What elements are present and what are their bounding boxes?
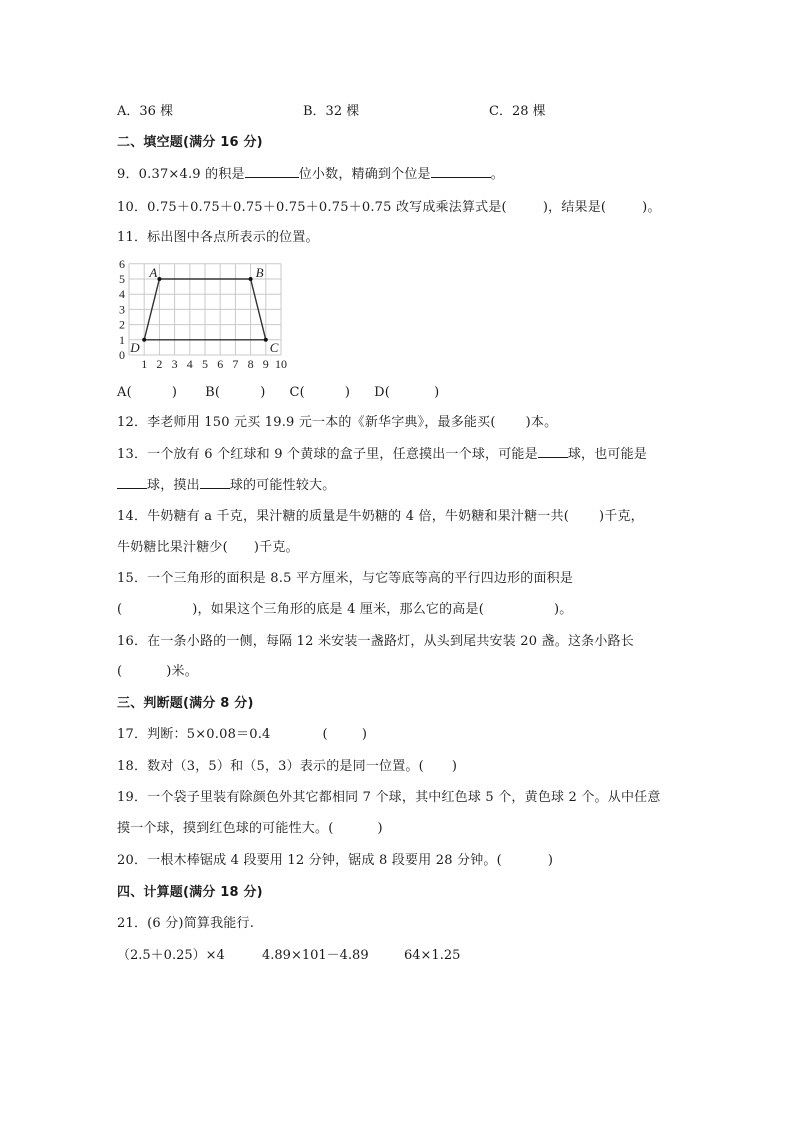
y-tick-label: 0 <box>119 348 125 362</box>
question-21: 21．(6 分)简算我能行. <box>117 916 255 931</box>
x-tick-label: 1 <box>141 357 148 371</box>
q15-text-3: )，如果这个三角形的底是 4 厘米，那么它的高是( <box>192 602 484 617</box>
q14-text-1: 14．牛奶糖有 a 千克，果汁糖的质量是牛奶糖的 4 倍，牛奶糖和果汁糖一共( <box>117 509 569 524</box>
q9-blank-2[interactable] <box>431 165 491 178</box>
q14-text-2: )千克， <box>598 509 644 524</box>
q10-text-2: )，结果是( <box>542 200 607 215</box>
question-15-cont <box>117 601 572 619</box>
y-tick-label: 3 <box>119 302 125 317</box>
question-15: 15．一个三角形的面积是 8.5 平方厘米，与它等底等高的平行四边形的面积是 <box>117 571 574 586</box>
q15-text-2: ( <box>117 602 123 617</box>
question-16-cont <box>117 663 198 681</box>
y-tick-label: 5 <box>119 272 125 286</box>
q12-text-2: )本。 <box>525 415 558 430</box>
q13-blank-1[interactable] <box>538 445 568 458</box>
q10-text-1: 10．0.75＋0.75＋0.75＋0.75＋0.75＋0.75 改写成乘法算式是( <box>117 200 507 215</box>
x-tick-label: 7 <box>232 357 239 371</box>
q9-text-3: 。 <box>490 167 504 182</box>
q14-text-4: )千克。 <box>253 540 299 555</box>
question-19-cont <box>117 820 383 838</box>
question-11: 11．标出图中各点所表示的位置。 <box>117 230 319 245</box>
option-b: B．32 棵 <box>303 104 360 119</box>
answer-c-close: ) <box>344 385 351 400</box>
q13-text-2: 球，也可能是 <box>567 447 648 462</box>
q17-open: ( <box>322 727 328 742</box>
q18-text: 18．数对（3，5）和（5，3）表示的是同一位置。( <box>117 759 424 774</box>
q20-close: ) <box>547 853 554 868</box>
q9-text-1: 9．0.37×4.9 的积是 <box>117 167 245 182</box>
q19-close: ) <box>377 821 383 836</box>
q9-blank-1[interactable] <box>245 165 299 178</box>
point-a <box>157 277 161 281</box>
y-tick-label: 6 <box>119 258 125 271</box>
x-tick-label: 10 <box>275 357 287 371</box>
q9-text-2: 位小数，精确到个位是 <box>298 167 431 182</box>
y-tick-label: 1 <box>119 332 125 347</box>
question-17 <box>117 726 367 744</box>
q13-text-1: 13．一个放有 6 个红球和 9 个黄球的盒子里，任意摸出一个球，可能是 <box>117 447 538 462</box>
question-16: 16．在一条小路的一侧，每隔 12 米安装一盏路灯，从头到尾共安装 20 盏。这条小路长 <box>117 634 634 649</box>
question-20 <box>117 852 553 870</box>
x-tick-label: 8 <box>247 357 254 371</box>
point-label-d: D <box>130 339 140 355</box>
q19-text-2: 摸一个球，摸到红色球的可能性大。( <box>117 821 334 836</box>
q17-text: 17．判断：5×0.08＝0.4 <box>117 727 271 742</box>
calc-expression-3: 64×1.25 <box>404 948 461 963</box>
point-label-b: B <box>255 265 264 280</box>
answer-d-close: ) <box>434 385 440 400</box>
answer-c-open: C( <box>289 385 305 400</box>
answer-b-open: B( <box>205 385 221 400</box>
point-d <box>142 338 146 342</box>
q16-text-2: ( <box>117 664 123 679</box>
point-c <box>264 338 268 342</box>
q11-answers <box>117 384 439 402</box>
x-tick-label: 9 <box>262 357 269 371</box>
question-18 <box>117 758 457 776</box>
x-tick-label: 3 <box>171 357 178 371</box>
x-tick-label: 5 <box>202 357 208 371</box>
q17-close: ) <box>361 727 368 742</box>
question-19: 19．一个袋子里装有除颜色外其它都相同 7 个球，其中红色球 5 个，黄色球 2 个。从中任意 <box>117 790 661 805</box>
section-heading-calculation: 四、计算题(满分 18 分) <box>117 885 263 900</box>
section-heading-true-false: 三、判断题(满分 8 分) <box>117 696 254 711</box>
q18-close: ) <box>451 759 458 774</box>
option-a: A．36 棵 <box>117 104 174 119</box>
option-c: C．28 棵 <box>489 104 546 119</box>
coordinate-grid-figure <box>112 258 297 373</box>
q10-text-3: )。 <box>642 200 661 215</box>
question-10 <box>117 199 661 217</box>
q14-text-3: 牛奶糖比果汁糖少( <box>117 540 228 555</box>
answer-b-close: ) <box>260 385 266 400</box>
q13-blank-3[interactable] <box>200 476 230 489</box>
question-14 <box>117 508 644 526</box>
calc-expression-2: 4.89×101－4.89 <box>262 948 369 963</box>
question-14-cont <box>117 539 299 557</box>
x-tick-label: 4 <box>186 357 193 371</box>
question-13-cont <box>117 476 335 495</box>
answer-a-close: ) <box>171 385 178 400</box>
answer-d-open: D( <box>374 385 391 400</box>
x-tick-label: 6 <box>217 357 224 371</box>
y-tick-label: 4 <box>119 287 125 302</box>
question-13 <box>117 445 647 464</box>
q12-text-1: 12．李老师用 150 元买 19.9 元一本的《新华字典》，最多能买( <box>117 415 496 430</box>
question-9 <box>117 165 504 184</box>
q13-text-4: 球的可能性较大。 <box>229 478 336 493</box>
y-tick-label: 2 <box>119 317 125 332</box>
point-b <box>249 277 253 281</box>
x-tick-label: 2 <box>156 357 163 371</box>
q13-text-3: 球，摸出 <box>147 478 200 493</box>
q13-blank-2[interactable] <box>117 476 147 489</box>
q15-text-4: )。 <box>553 602 573 617</box>
point-label-a: A <box>149 265 158 280</box>
point-label-c: C <box>269 339 279 355</box>
section-heading-fill-blank: 二、填空题(满分 16 分) <box>117 135 263 150</box>
answer-a-open: A( <box>117 385 132 400</box>
calc-expression-1: （2.5＋0.25）×4 <box>117 948 225 963</box>
q20-text: 20．一根木棒锯成 4 段要用 12 分钟，锯成 8 段要用 28 分钟。( <box>117 853 502 868</box>
q16-text-3: )米。 <box>166 664 198 679</box>
question-12 <box>117 414 557 432</box>
